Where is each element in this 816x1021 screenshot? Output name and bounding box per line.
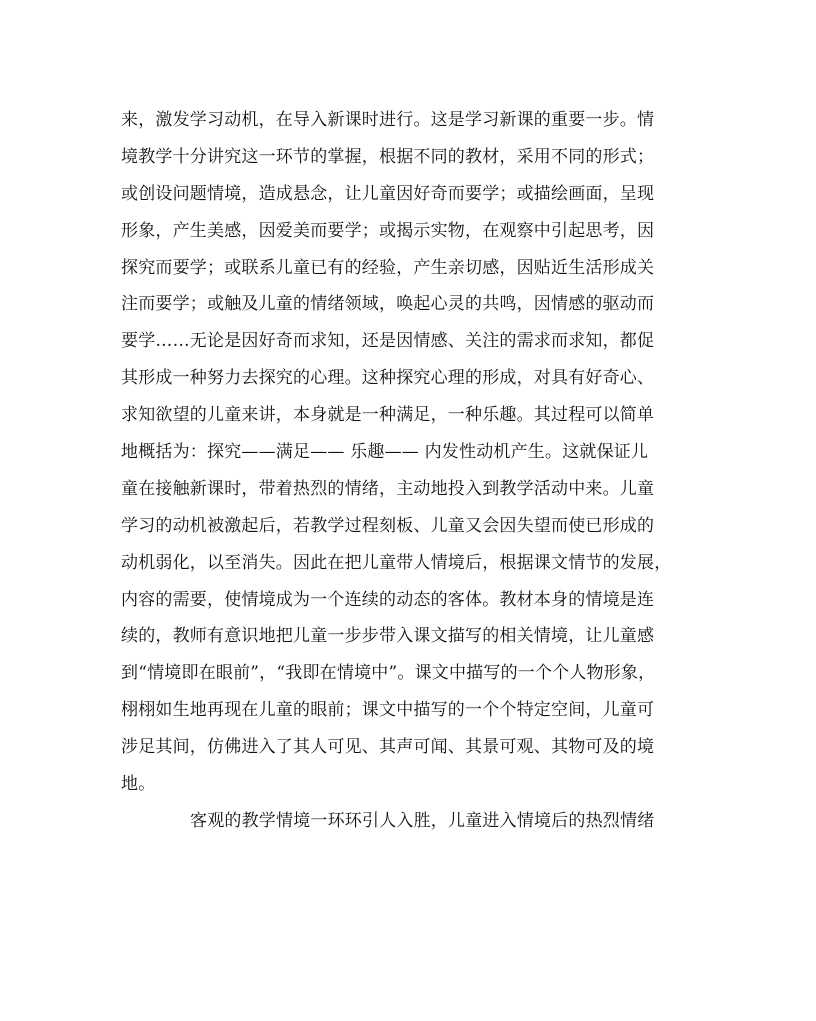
text-line: 探究而要学；或联系儿童已有的经验，产生亲切感，因贴近生活形成关 (121, 257, 655, 278)
text-line: 童在接触新课时，带着热烈的情绪，主动地投入到教学活动中来。儿童 (121, 478, 655, 499)
text-line: 注而要学；或触及儿童的情绪领域，唤起心灵的共鸣，因情感的驱动而 (121, 294, 655, 315)
text-line: 地概括为：探究——满足—— 乐趣—— 内发性动机产生。这就保证儿 (121, 442, 649, 463)
text-line: 求知欲望的儿童来讲，本身就是一种满足，一种乐趣。其过程可以简单 (121, 405, 655, 426)
text-line: 涉足其间，仿佛进入了其人可见、其声可闻、其景可观、其物可及的境 (121, 737, 655, 758)
body-text (121, 102, 701, 840)
text-line: 境教学十分讲究这一环节的掌握，根据不同的教材，采用不同的形式； (121, 146, 655, 167)
text-line: 地。 (121, 774, 156, 795)
text-line: 要学……无论是因好奇而求知，还是因情感、关注的需求而求知，都促 (121, 331, 655, 352)
text-line: 内容的需要，使情境成为一个连续的动态的客体。教材本身的情境是连 (121, 589, 655, 610)
text-line: 来，激发学习动机，在导入新课时进行。这是学习新课的重要一步。情 (121, 110, 655, 130)
text-line: 学习的动机被激起后，若教学过程刻板、儿童又会因失望而使已形成的 (121, 515, 655, 536)
text-line: 形象，产生美感，因爱美而要学；或揭示实物，在观察中引起思考，因 (121, 220, 655, 241)
text-line: 或创设问题情境，造成悬念，让儿童因好奇而要学；或描绘画面，呈现 (121, 183, 655, 204)
text-line: 到“情境即在眼前”，“我即在情境中”。课文中描写的一个个人物形象， (121, 663, 656, 684)
text-line: 动机弱化，以至消失。因此在把儿童带人情境后，根据课文情节的发展， (121, 552, 672, 573)
text-line: 其形成一种努力去探究的心理。这种探究心理的形成，对具有好奇心、 (121, 368, 655, 389)
text-line: 栩栩如生地再现在儿童的眼前；课文中描写的一个个特定空间，儿童可 (121, 700, 655, 721)
text-line: 续的，教师有意识地把儿童一步步带入课文描写的相关情境，让儿童感 (121, 626, 655, 647)
paragraph-first-line: 客观的教学情境一环环引人入胜，儿童进入情境后的热烈情绪 (190, 810, 655, 831)
